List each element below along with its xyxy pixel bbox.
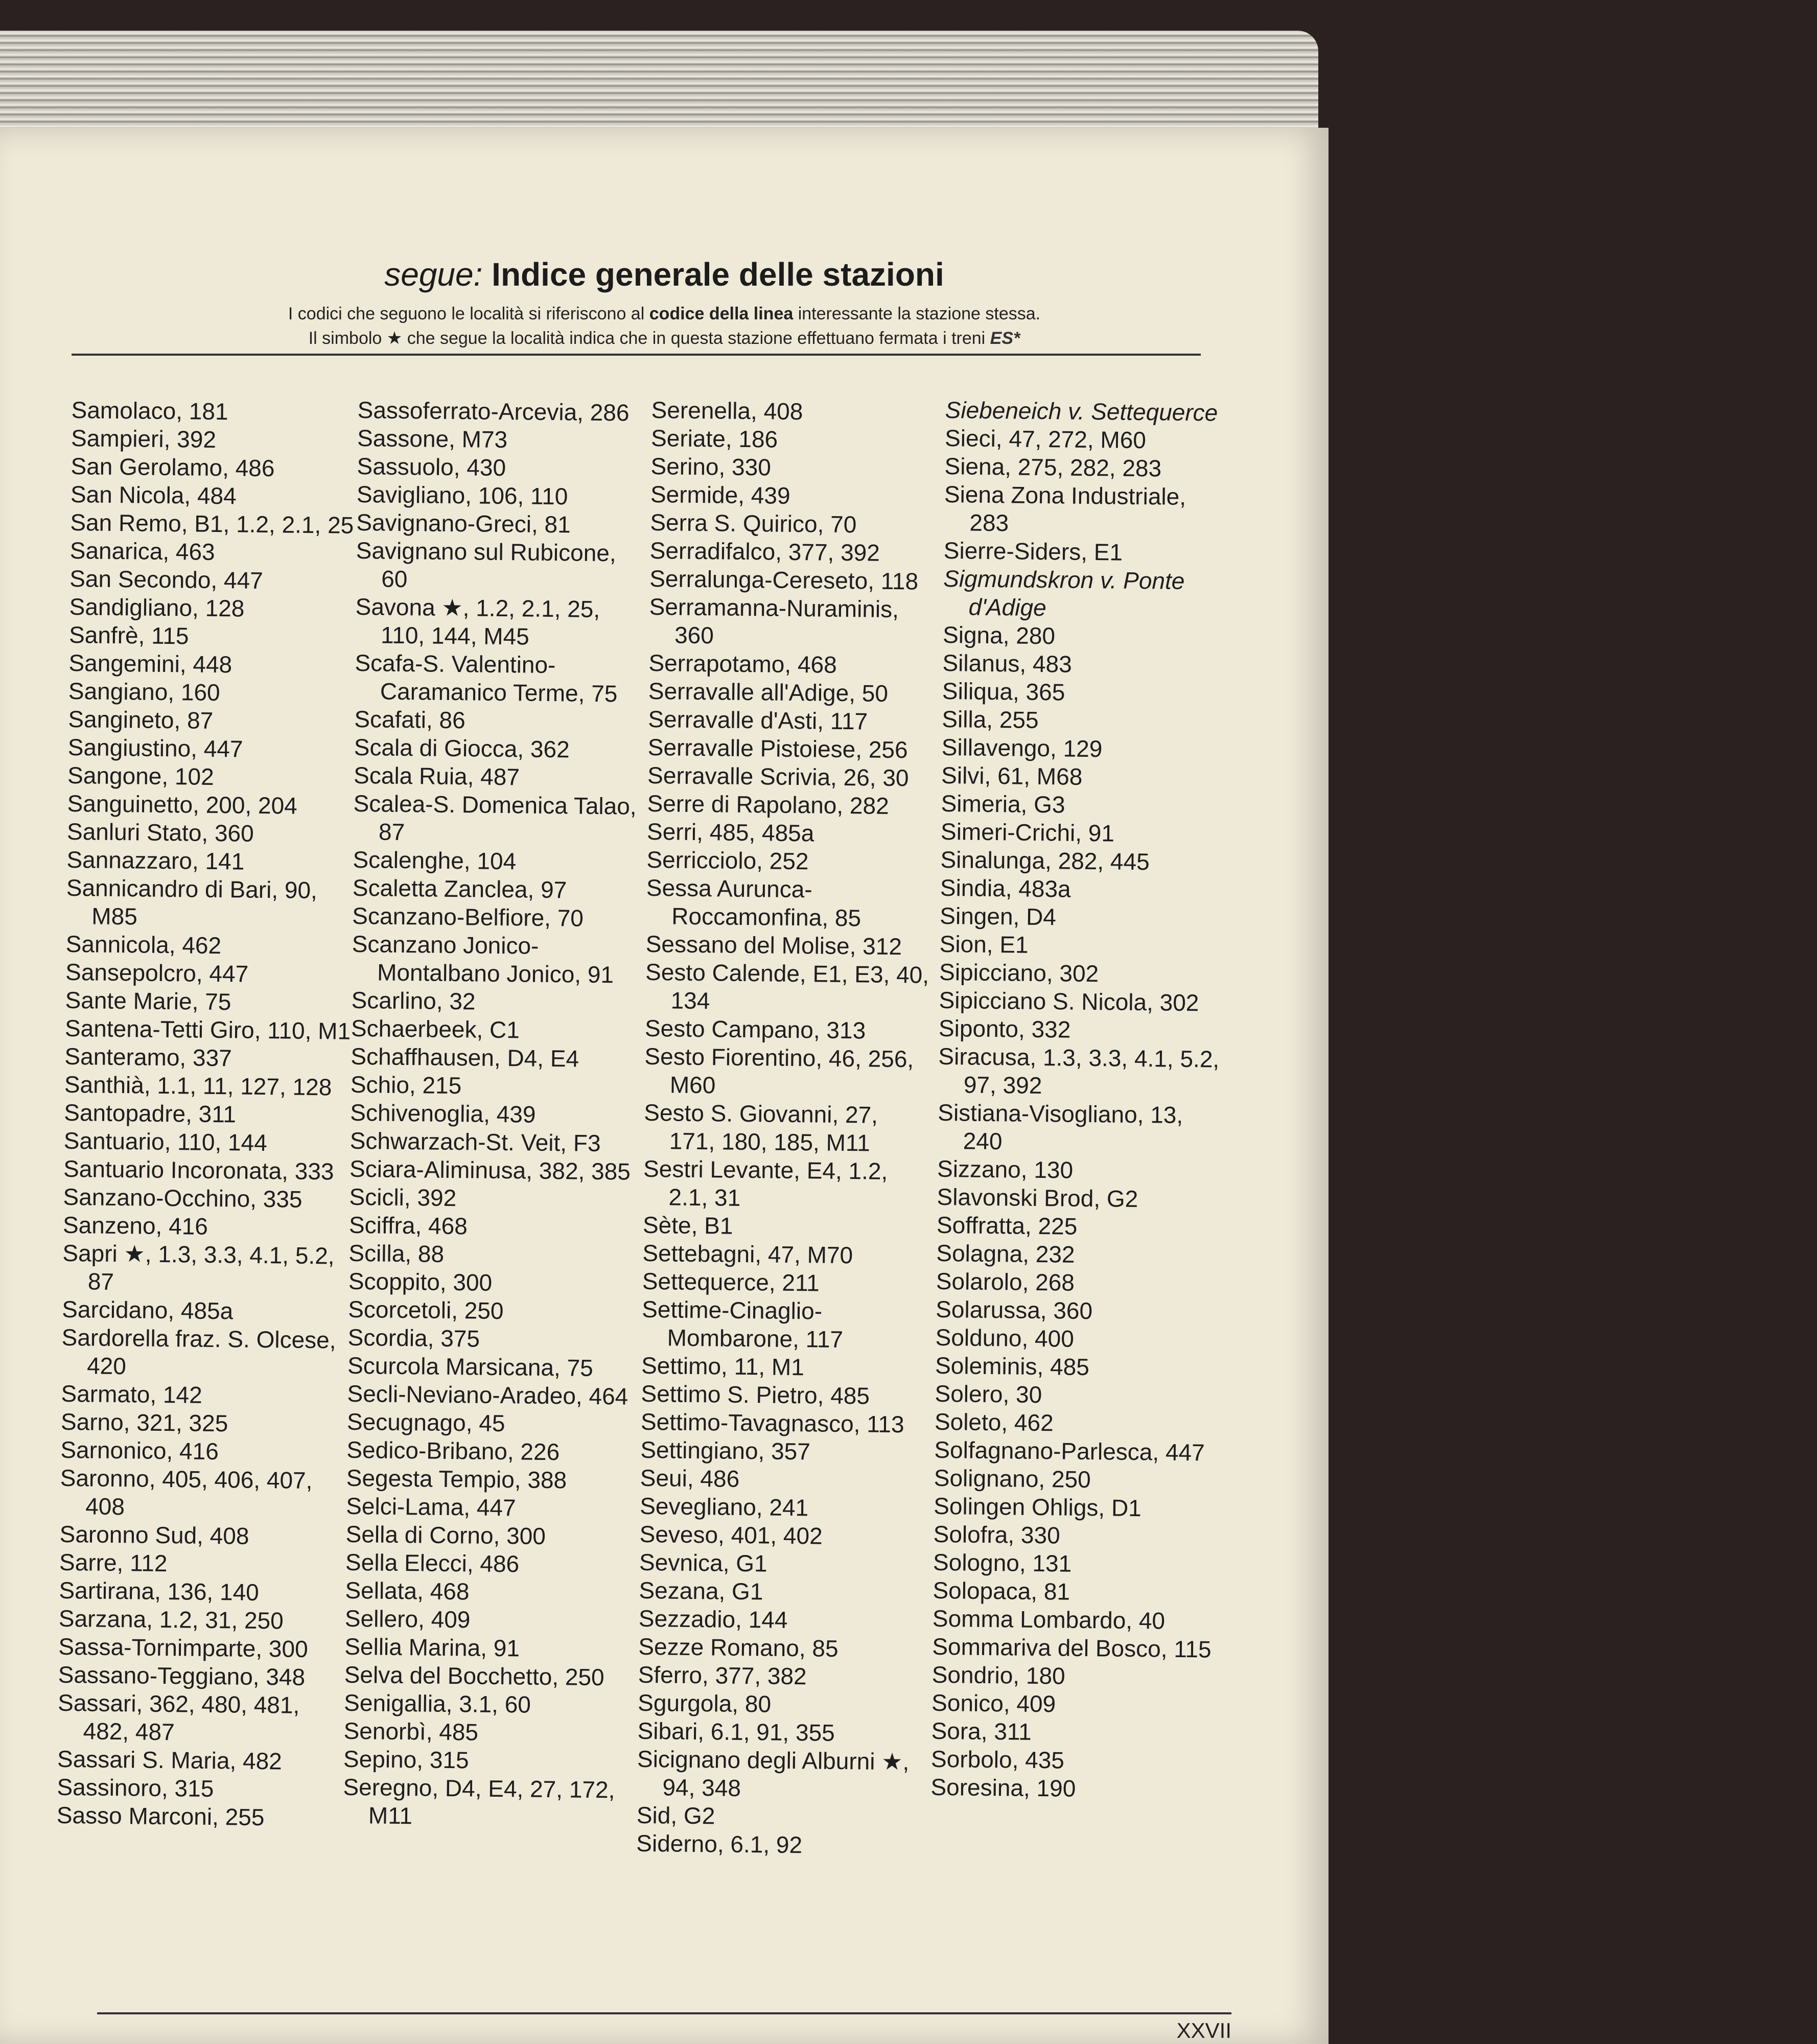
index-entry: Serralunga-Cereseto, 118 (649, 565, 919, 595)
index-entry: Sedico-Bribano, 226 (346, 1436, 560, 1466)
index-entry: Sistiana-Visogliano, 13, 240 (938, 1099, 1183, 1155)
index-entry: Sarcidano, 485a (62, 1295, 234, 1325)
index-entry: Sassari, 362, 480, 481, 482, 487 (57, 1689, 300, 1746)
index-entry: Solingen Ohligs, D1 (933, 1492, 1142, 1522)
index-entry: Solfagnano-Parlesca, 447 (934, 1436, 1205, 1466)
index-entry: Scurcola Marsicana, 75 (347, 1352, 594, 1381)
index-entry: Savignano sul Rubicone, 60 (356, 537, 616, 593)
index-entry: Schivenoglia, 439 (350, 1099, 536, 1128)
index-entry: Secugnago, 45 (346, 1408, 505, 1437)
index-column-2 (343, 396, 644, 1832)
index-entry: Solarolo, 268 (936, 1267, 1075, 1296)
index-entry: Sorbolo, 435 (930, 1745, 1065, 1774)
index-entry: Sanguinetto, 200, 204 (67, 789, 298, 819)
index-entry: Sassano-Teggiano, 348 (58, 1661, 306, 1690)
index-entry: Solignano, 250 (934, 1464, 1091, 1493)
index-entry: Serramanna-Nuraminis, 360 (649, 593, 899, 649)
index-entry: San Gerolamo, 486 (71, 452, 275, 482)
index-entry: Selva del Bocchetto, 250 (344, 1661, 604, 1691)
index-entry: Sologno, 131 (933, 1548, 1072, 1577)
index-entry: Sangemini, 448 (68, 649, 232, 678)
index-entry: Sandigliano, 128 (69, 593, 245, 622)
index-entry: Samolaco, 181 (71, 396, 228, 425)
index-entry: Seregno, D4, E4, 27, 172, M11 (343, 1773, 615, 1829)
index-entry: Sardorella fraz. S. Olcese, 420 (61, 1323, 336, 1380)
index-entry: Sgurgola, 80 (637, 1689, 772, 1717)
index-entry: Sasso Marconi, 255 (56, 1801, 265, 1831)
intro-line-1-end: interessante la stazione stessa. (793, 304, 1041, 323)
index-entry: Sierre-Siders, E1 (943, 537, 1123, 566)
index-entry: Sipicciano S. Nicola, 302 (939, 986, 1199, 1016)
index-entry: Sanzeno, 416 (62, 1211, 208, 1240)
index-entry: Settequerce, 211 (642, 1267, 820, 1296)
index-entry: Sanluri Stato, 360 (66, 818, 254, 847)
index-entry: Santuario Incoronata, 333 (63, 1155, 334, 1185)
index-entry: Sapri ★, 1.3, 3.3, 4.1, 5.2, 87 (62, 1239, 335, 1295)
index-entry: Slavonski Brod, G2 (937, 1183, 1138, 1213)
index-entry: Serricciolo, 252 (646, 846, 809, 875)
index-entry: Sansepolcro, 447 (65, 958, 249, 987)
index-entry: Sessano del Molise, 312 (645, 930, 902, 960)
index-column-1 (57, 396, 358, 1832)
index-entry: Sarno, 321, 325 (60, 1408, 228, 1437)
index-entry: Sora, 311 (931, 1717, 1032, 1745)
index-entry: Scalenghe, 104 (353, 846, 517, 875)
index-entry: Santena-Tetti Giro, 110, M1 (64, 1014, 351, 1044)
index-entry: Silla, 255 (942, 705, 1039, 733)
index-entry: Scarlino, 32 (351, 986, 476, 1015)
index-entry: Sassinoro, 315 (57, 1773, 214, 1802)
index-entry: Sangineto, 87 (68, 705, 214, 734)
index-entry: Silanus, 483 (942, 649, 1072, 678)
index-entry: Scanzano-Belfiore, 70 (352, 902, 584, 932)
index-entry: San Nicola, 484 (70, 480, 237, 509)
index-entry: Sellata, 468 (345, 1576, 470, 1605)
index-entry: Siponto, 332 (938, 1014, 1071, 1043)
index-entry: Serre di Rapolano, 282 (647, 789, 890, 819)
index-entry: Siebeneich v. Settequerce (945, 396, 1218, 426)
index-entry: Sicignano degli Alburni ★, 94, 348 (637, 1745, 910, 1801)
index-entry: Solero, 30 (935, 1380, 1042, 1408)
index-entry: Soleminis, 485 (935, 1352, 1090, 1381)
index-entry: Savona ★, 1.2, 2.1, 25, 110, 144, M45 (355, 593, 600, 650)
index-entry: Sessa Aurunca-Roccamonfina, 85 (646, 874, 861, 932)
index-entry: Sigmundskron v. Ponte d'Adige (943, 565, 1185, 621)
index-entry: Schaerbeek, C1 (351, 1014, 520, 1043)
index-entry: Sassone, M73 (357, 424, 508, 453)
intro-line-2-text: Il simbolo ★ che segue la località indica che in questa stazione effettuano fermata i treni (308, 329, 990, 348)
index-entry: Solarussa, 360 (936, 1295, 1093, 1325)
index-entry: Serra S. Quirico, 70 (650, 508, 857, 538)
index-entry: Santopadre, 311 (64, 1099, 237, 1128)
index-entry: Sillavengo, 129 (941, 733, 1103, 762)
index-entry: Scilla, 88 (348, 1239, 445, 1267)
index-entry: Saronno Sud, 408 (59, 1520, 249, 1549)
title-prefix: segue: (384, 256, 483, 293)
index-entry: Schaffhausen, D4, E4 (351, 1042, 579, 1072)
index-entry: Sesto Fiorentino, 46, 256, M60 (644, 1042, 914, 1099)
title-text: Indice generale delle stazioni (492, 256, 944, 293)
index-entry: Sferro, 377, 382 (638, 1661, 807, 1690)
index-entry: Sassa-Tornimparte, 300 (58, 1633, 308, 1662)
index-entry: Senigallia, 3.1, 60 (343, 1689, 531, 1718)
index-entry: Seriate, 186 (650, 424, 778, 453)
index-entry: Soresina, 190 (930, 1773, 1076, 1802)
index-entry: Seui, 486 (640, 1464, 740, 1492)
index-entry: Scoppito, 300 (348, 1267, 493, 1296)
index-entry: Sarmato, 142 (61, 1380, 202, 1408)
index-entry: Serino, 330 (650, 452, 772, 481)
index-entry: Soffratta, 225 (936, 1211, 1078, 1240)
index-entry: Serravalle Scrivia, 26, 30 (647, 761, 909, 792)
index-entry: Scafati, 86 (354, 705, 466, 734)
index-entry: Sipicciano, 302 (939, 958, 1099, 987)
index-column-4 (930, 396, 1231, 1804)
header-rule (72, 354, 1201, 356)
index-entry: Siena Zona Industriale, 283 (944, 480, 1186, 537)
index-entry: Settimo, 11, M1 (641, 1352, 805, 1381)
index-entry: Sarzana, 1.2, 31, 250 (58, 1605, 284, 1634)
index-entry: Sella di Corno, 300 (345, 1520, 546, 1549)
index-entry: Sassari S. Maria, 482 (57, 1745, 283, 1775)
index-entry: Settime-Cinaglio-Mombarone, 117 (642, 1295, 844, 1353)
intro-line-1 (0, 301, 1329, 326)
index-entry: Sestri Levante, E4, 1.2, 2.1, 31 (643, 1155, 888, 1211)
index-entry: Selci-Lama, 447 (345, 1492, 516, 1521)
index-entry: Sellero, 409 (344, 1605, 471, 1633)
book-page-stack (0, 31, 1318, 133)
index-entry: Signa, 280 (942, 621, 1056, 649)
index-entry: Sieci, 47, 272, M60 (944, 424, 1147, 454)
index-entry: Sondrio, 180 (931, 1661, 1065, 1689)
index-entry: Sangiustino, 447 (67, 733, 243, 762)
intro-line-1-start: I codici che seguono le località si riferiscono al (288, 304, 649, 323)
index-entry: Senorbì, 485 (343, 1717, 479, 1746)
index-entry: Sommariva del Bosco, 115 (932, 1633, 1212, 1663)
index-entry: Siena, 275, 282, 283 (944, 452, 1162, 482)
index-entry: San Remo, B1, 1.2, 2.1, 25 (70, 508, 354, 539)
index-column-3 (636, 396, 938, 1861)
index-entry: Scala di Giocca, 362 (354, 733, 570, 763)
index-entry: Sète, B1 (642, 1211, 733, 1239)
index-entry: Sevnica, G1 (639, 1548, 767, 1577)
index-entry: Schio, 215 (350, 1071, 462, 1099)
index-entry: Sinalunga, 282, 445 (940, 846, 1150, 875)
index-entry: Scicli, 392 (349, 1183, 457, 1212)
index-entry: Scaletta Zanclea, 97 (352, 874, 567, 903)
index-entry: Serravalle d'Asti, 117 (648, 705, 868, 735)
index-entry: Sepino, 315 (343, 1745, 469, 1774)
index-entry: Sanfrè, 115 (68, 621, 189, 649)
index-entry: Serradifalco, 377, 392 (649, 537, 880, 566)
footer-rule (97, 2012, 1231, 2014)
index-entry: Saronno, 405, 406, 407, 408 (60, 1464, 313, 1520)
index-entry: Sezzadio, 144 (638, 1605, 788, 1633)
index-entry: Soleto, 462 (934, 1408, 1054, 1436)
index-entry: Solopaca, 81 (933, 1576, 1070, 1605)
index-entry: Sangone, 102 (67, 761, 214, 790)
index-entry: Solduno, 400 (935, 1323, 1075, 1352)
index-entry: Sannazzaro, 141 (66, 846, 245, 875)
index-entry: Sizzano, 130 (937, 1155, 1074, 1183)
index-entry: Seveso, 401, 402 (639, 1520, 823, 1549)
index-entry: Scorcetoli, 250 (348, 1295, 504, 1325)
index-entry: Santhià, 1.1, 11, 127, 128 (64, 1071, 332, 1101)
index-entry: Settebagni, 47, M70 (642, 1239, 853, 1269)
index-entry: Sion, E1 (939, 930, 1029, 958)
index-entry: Sellia Marina, 91 (344, 1633, 520, 1662)
index-entry: Sampieri, 392 (71, 424, 217, 453)
index-entry: Silvi, 61, M68 (941, 761, 1083, 790)
index-entry: Segesta Tempio, 388 (346, 1464, 567, 1494)
index-entry: Simeri-Crichi, 91 (940, 818, 1115, 847)
index-entry: Serravalle all'Adige, 50 (648, 677, 889, 707)
index-entry: Sid, G2 (636, 1801, 715, 1829)
index-entry: Sciffra, 468 (348, 1211, 468, 1240)
index-entry: Sarre, 112 (59, 1548, 168, 1577)
index-entry: Serri, 485, 485a (646, 818, 814, 847)
intro-line-2 (0, 326, 1329, 351)
index-entry: Sassuolo, 430 (357, 452, 506, 481)
index-entry: Scordia, 375 (347, 1323, 480, 1352)
index-entry: Scalea-S. Domenica Talao, 87 (353, 789, 637, 846)
index-entry: Sante Marie, 75 (65, 986, 231, 1015)
index-entry: Solofra, 330 (933, 1520, 1061, 1549)
index-entry: Sesto S. Giovanni, 27, 171, 180, 185, M11 (644, 1099, 878, 1156)
index-entry: Secli-Neviano-Aradeo, 464 (347, 1380, 628, 1410)
index-entry: Sezze Romano, 85 (638, 1633, 838, 1662)
es-train-logo: ES* (990, 329, 1020, 348)
index-entry: Santeramo, 337 (64, 1042, 232, 1072)
index-entry: Sibari, 6.1, 91, 355 (637, 1717, 835, 1746)
index-entry: Sciara-Aliminusa, 382, 385 (349, 1155, 631, 1185)
index-entry: Sarnonico, 416 (60, 1436, 219, 1465)
index-entry: Savigliano, 106, 110 (356, 480, 568, 510)
index-entry: Sella Elecci, 486 (345, 1548, 520, 1577)
index-entry: Sanarica, 463 (69, 537, 215, 565)
index-entry: Sanzano-Occhino, 335 (63, 1183, 302, 1213)
index-entry: Sesto Calende, E1, E3, 40, 134 (645, 958, 929, 1014)
index-entry: Simeria, G3 (941, 789, 1065, 818)
index-entry: Sassoferrato-Arcevia, 286 (357, 396, 630, 426)
index-entry: Sermide, 439 (650, 480, 790, 509)
index-entry: Schwarzach-St. Veit, F3 (350, 1127, 601, 1157)
intro-text (0, 301, 1329, 351)
index-entry: Sannicola, 462 (65, 930, 222, 959)
index-entry: Santuario, 110, 144 (63, 1127, 268, 1156)
page-title (0, 256, 1329, 293)
index-entry: Siracusa, 1.3, 3.3, 4.1, 5.2, 97, 392 (938, 1042, 1220, 1099)
index-entry: Savignano-Greci, 81 (356, 508, 571, 538)
index-entry: Sevegliano, 241 (639, 1492, 809, 1521)
intro-line-1-bold: codice della linea (649, 304, 794, 323)
index-entry: Sartirana, 136, 140 (59, 1576, 260, 1606)
index-entry: Scanzano Jonico-Montalbano Jonico, 91 (352, 930, 614, 988)
index-entry: Settingiano, 357 (640, 1436, 811, 1465)
index-entry: Solagna, 232 (936, 1239, 1075, 1268)
index-entry: Serravalle Pistoiese, 256 (647, 733, 908, 763)
index-entry: Serenella, 408 (651, 396, 803, 425)
index-entry: San Secondo, 447 (69, 565, 264, 594)
index-entry: Scala Ruia, 487 (353, 761, 520, 791)
index-entry: Scafa-S. Valentino-Caramanico Terme, 75 (355, 649, 618, 707)
index-entry: Singen, D4 (940, 902, 1057, 931)
index-entry: Sesto Campano, 313 (644, 1014, 866, 1044)
index-entry: Sangiano, 160 (68, 677, 220, 706)
index-entry: Siliqua, 365 (942, 677, 1065, 706)
index-entry: Sannicandro di Bari, 90, M85 (66, 874, 318, 930)
index-entry: Settimo-Tavagnasco, 113 (640, 1408, 904, 1438)
index-entry: Siderno, 6.1, 92 (636, 1829, 803, 1859)
page-number: XXVII (1176, 2018, 1231, 2042)
index-entry: Sindia, 483a (940, 874, 1071, 902)
index-entry: Sonico, 409 (931, 1689, 1056, 1717)
index-entry: Sezana, G1 (639, 1576, 763, 1605)
index-entry: Settimo S. Pietro, 485 (641, 1380, 870, 1409)
index-entry: Somma Lombardo, 40 (932, 1605, 1166, 1634)
book-page (0, 128, 1329, 2044)
index-entry: Serrapotamo, 468 (648, 649, 837, 678)
